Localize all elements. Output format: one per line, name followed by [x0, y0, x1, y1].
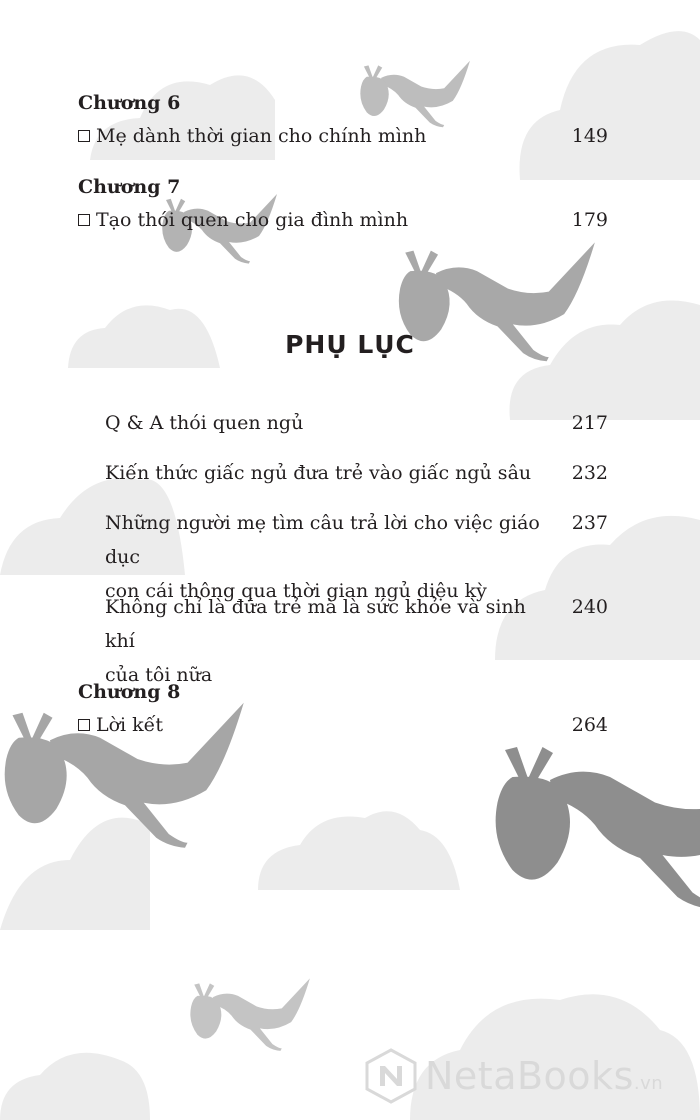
appendix-title: PHỤ LỤC: [285, 330, 415, 359]
toc-page-number: 237: [571, 512, 608, 534]
watermark-text: [425, 1046, 663, 1114]
toc-entry-title: Mẹ dành thời gian cho chính mình: [96, 125, 427, 147]
appendix-entry-text-line-1: Không chỉ là đứa trẻ mà là sức khỏe và sinh khí: [105, 596, 526, 652]
appendix-entry-1[interactable]: [105, 406, 608, 440]
appendix-entry-text-line-2: con cái thông qua thời gian ngủ diệu kỳ: [105, 580, 487, 602]
appendix-entry-2[interactable]: [105, 456, 608, 490]
toc-entry-title: Tạo thói quen cho gia đình mình: [96, 209, 409, 231]
toc-page-number: 179: [571, 209, 608, 231]
netabooks-watermark: [363, 1046, 693, 1106]
toc-entry-title: Lời kết: [96, 714, 164, 736]
netabooks-logo-icon: [363, 1048, 419, 1104]
toc-entry-chapter-7[interactable]: [78, 208, 608, 232]
toc-page-number: 240: [571, 596, 608, 618]
checkbox-icon: [78, 130, 90, 142]
toc-entry-chapter-8[interactable]: [78, 713, 608, 737]
watermark-brand: NetaBooks: [425, 1054, 634, 1098]
appendix-entry-text: Q & A thói quen ngủ: [105, 412, 304, 434]
watermark-tld: .vn: [633, 1073, 664, 1094]
chapter-6-heading: Chương 6: [78, 92, 181, 114]
appendix-entry-4[interactable]: [105, 590, 608, 692]
toc-entry-chapter-6[interactable]: [78, 124, 608, 148]
appendix-entry-text-line-2: của tôi nữa: [105, 664, 213, 686]
checkbox-icon: [78, 214, 90, 226]
checkbox-icon: [78, 719, 90, 731]
toc-page-number: 149: [571, 125, 608, 147]
chapter-8-heading: Chương 8: [78, 681, 181, 703]
appendix-entry-text: Kiến thức giấc ngủ đưa trẻ vào giấc ngủ sâu: [105, 462, 532, 484]
toc-page-number: 217: [571, 412, 608, 434]
toc-page-number: 264: [571, 714, 608, 736]
appendix-entry-text-line-1: Những người mẹ tìm câu trả lời cho việc giáo dục: [105, 512, 540, 568]
toc-page-number: 232: [571, 462, 608, 484]
chapter-7-heading: Chương 7: [78, 176, 181, 198]
